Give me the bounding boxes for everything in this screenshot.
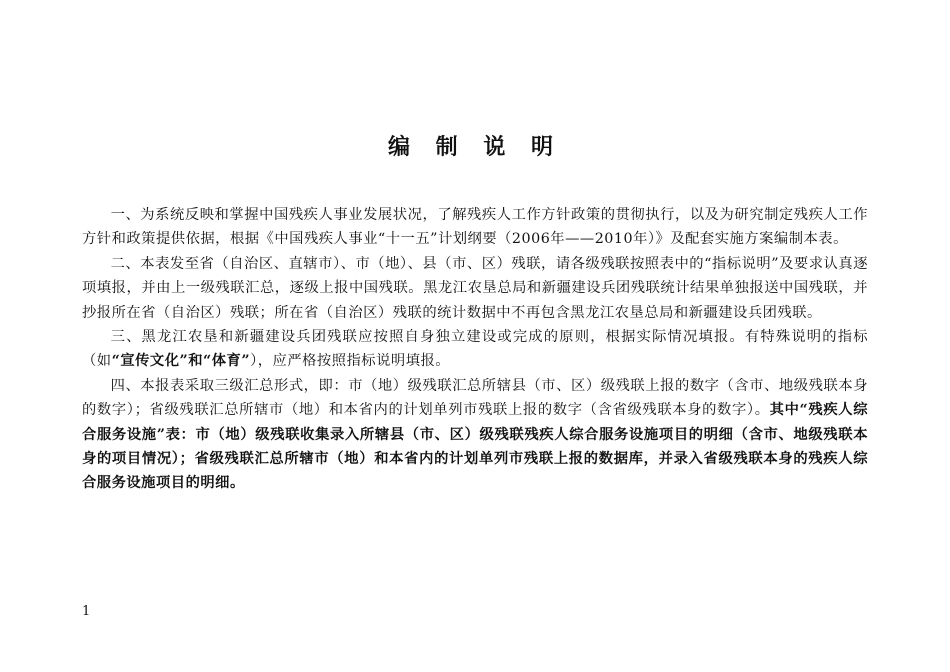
- page-title: 编 制 说 明: [388, 134, 562, 160]
- paragraph-4-text-a: 四、本报表采取三级汇总形式，即：市（地）级残联汇总所辖县（市、区）级残联上报的数字（含市、地级残联本身的数字）；省级残联汇总所辖市（地）和本省内的计划单列市残联上报的数字（含省级残联本身的数字）。: [82, 377, 868, 419]
- paragraph-2: 二、本表发至省（自治区、直辖市）、市（地）、县（市、区）残联，请各级残联按照表中的“指标说明”及要求认真逐项填报，并由上一级残联汇总，逐级上报中国残联。黑龙江农垦总局和新疆建设兵团残联统计结果单独报送中国残联，并抄报所在省（自治区）残联；所在省（自治区）残联的统计数据中不再包含黑龙江农垦总局和新疆建设兵团残联。: [82, 255, 868, 321]
- paragraph-3-text-a: 三、黑龙江农垦和新疆建设兵团残联应按照自身独立建设或完成的原则，根据实际情况填报。有特殊说明的指标（如: [82, 329, 868, 370]
- paragraph-4: [82, 374, 868, 496]
- paragraph-3-text-c: ），应严格按照指标说明填报。: [250, 353, 451, 370]
- page-number: 1: [82, 604, 91, 619]
- document-body: [82, 203, 868, 496]
- paragraph-3: [82, 325, 868, 374]
- paragraph-1: 一、为系统反映和掌握中国残疾人事业发展状况，了解残疾人工作方针政策的贯彻执行，以及为研究制定残疾人工作方针和政策提供依据，根据《中国残疾人事业“十一五”计划纲要（2006年——2010年）》及配套实施方案编制本表。: [82, 207, 868, 248]
- paragraph-4-bold-text: 其中“残疾人综合服务设施”表：市（地）级残联收集录入所辖县（市、区）级残联残疾人综合服务设施项目的明细（含市、地级残联本身的项目情况）；省级残联汇总所辖市（地）和本省内的计划单列市残联上报的数据库，并录入省级残联本身的残疾人综合服务设施项目的明细。: [82, 402, 868, 492]
- paragraph-3-bold-text: “宣传文化”和“体育”: [111, 353, 251, 370]
